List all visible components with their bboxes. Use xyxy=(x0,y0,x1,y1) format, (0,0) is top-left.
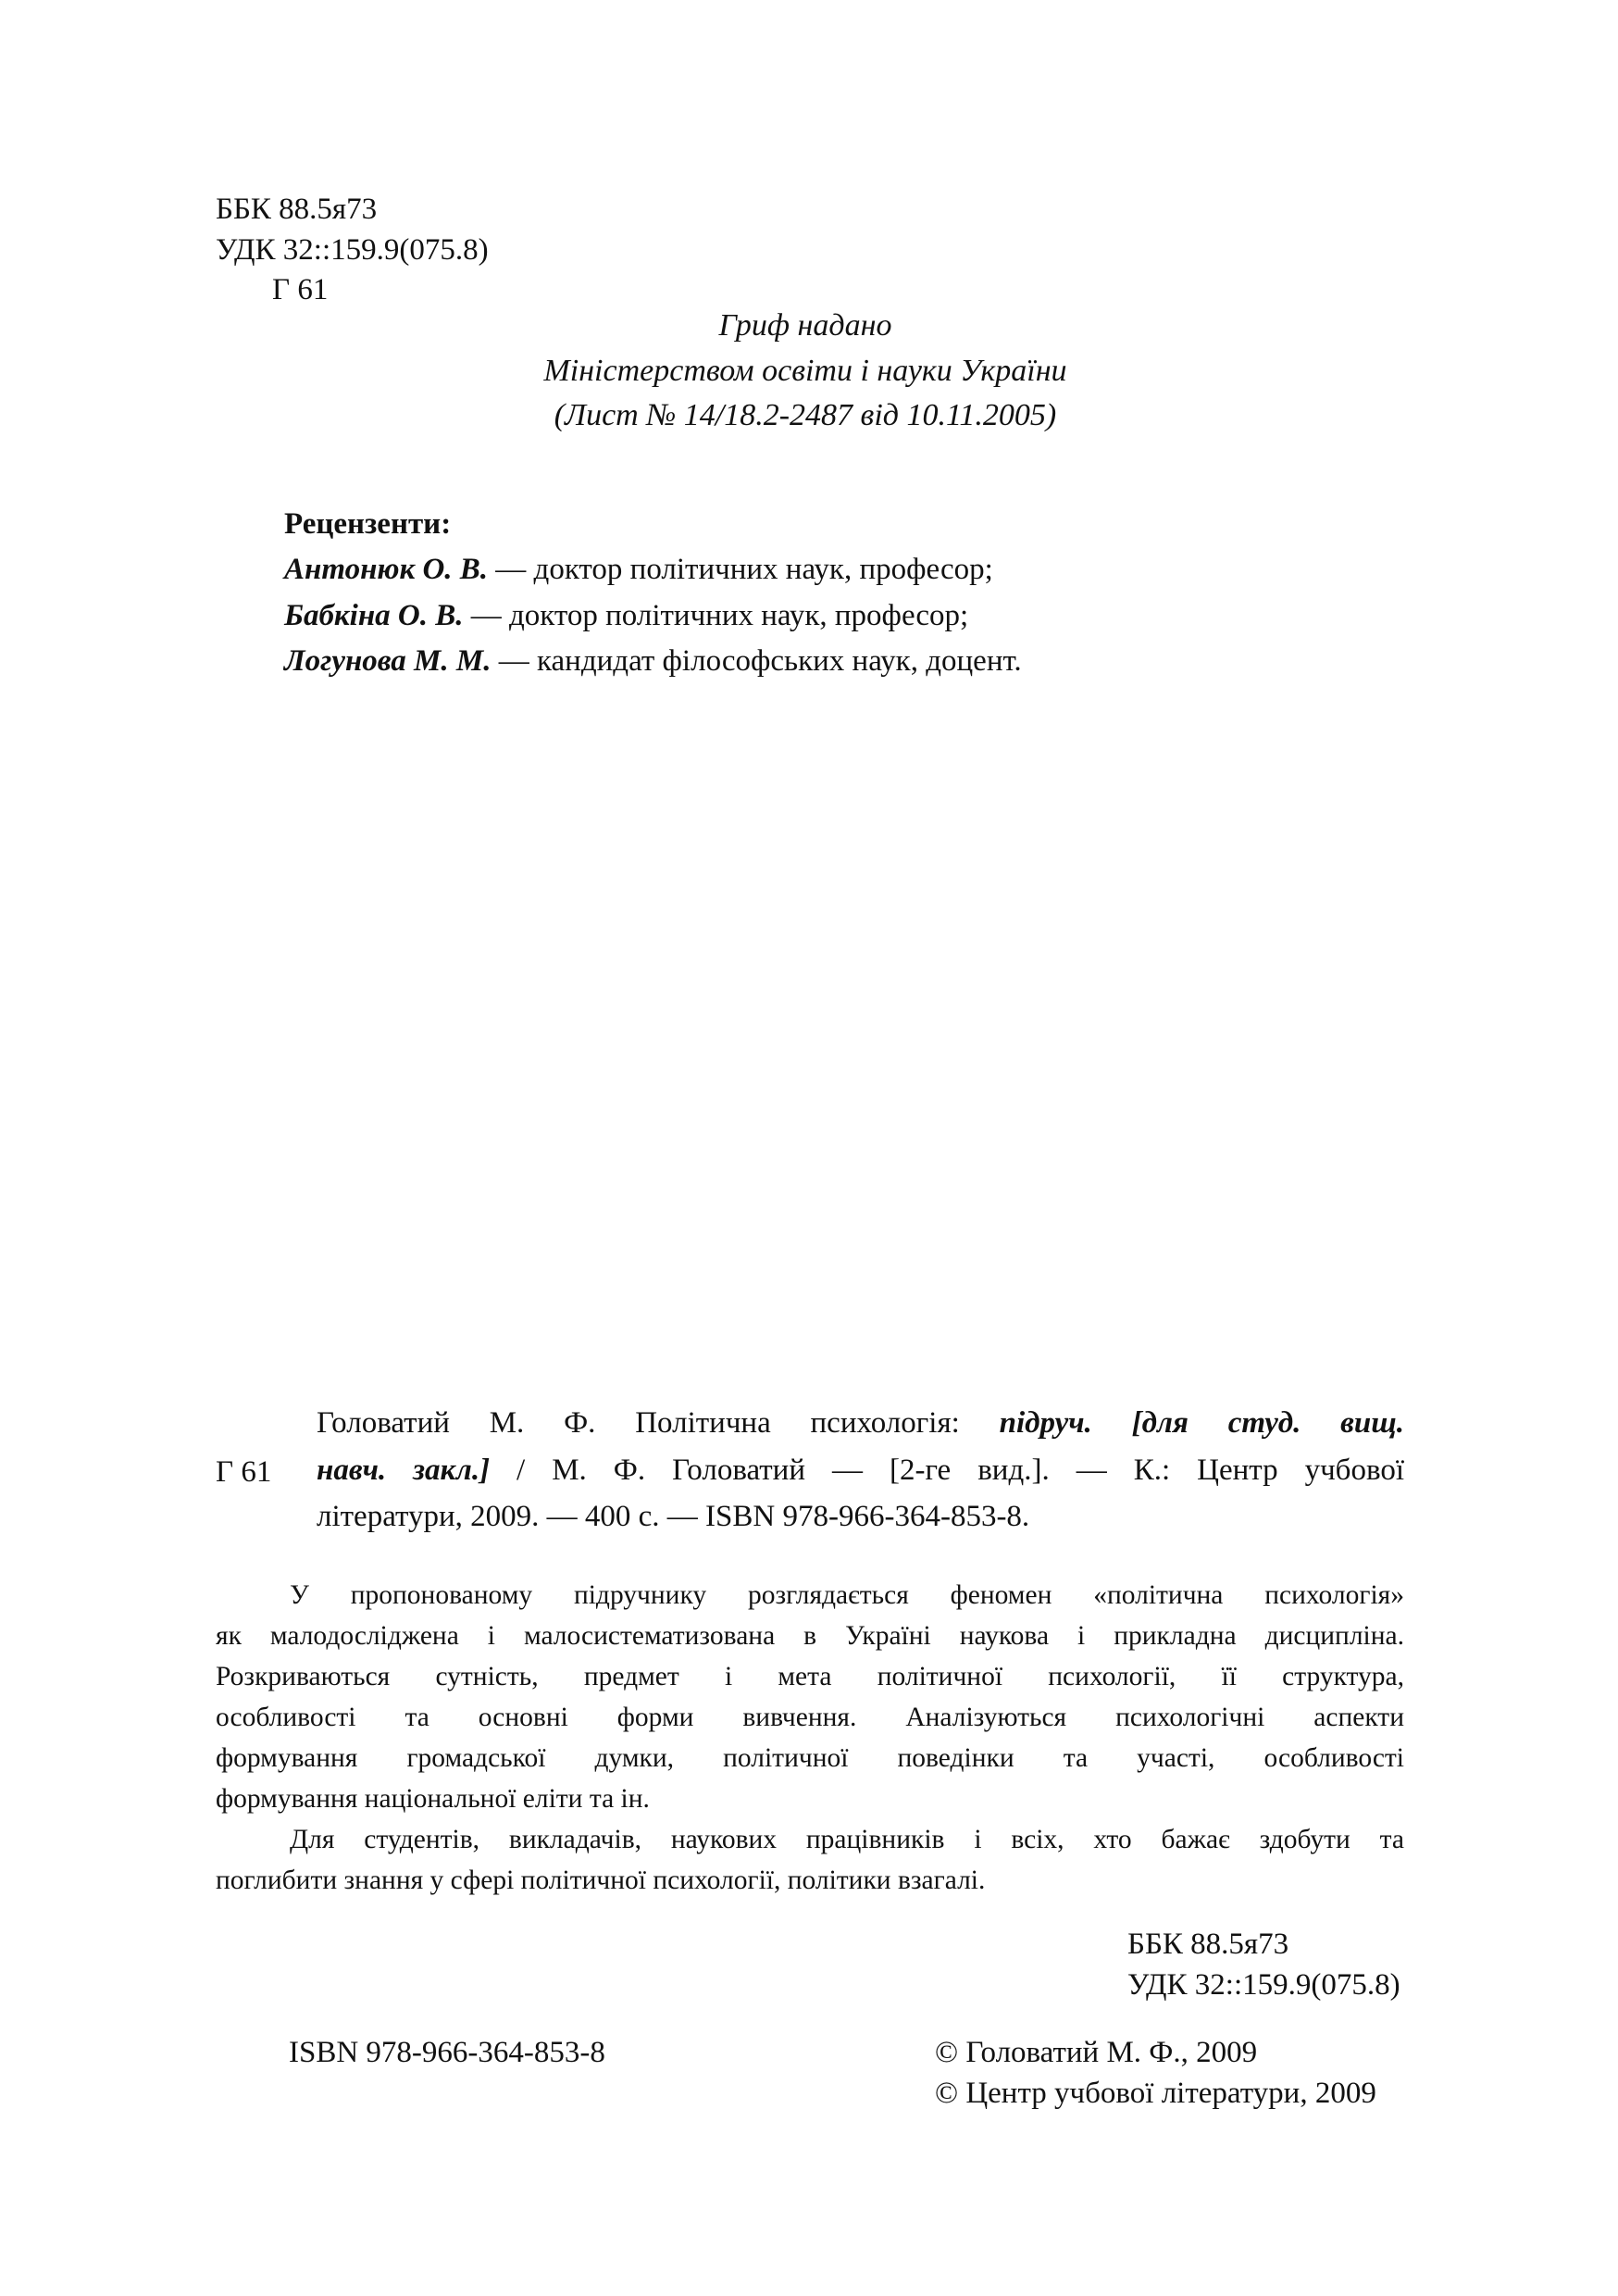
abstract-line: Розкриваються сутність, предмет і мета політичної психології, її структура, xyxy=(216,1662,1404,1691)
grif-line-3: (Лист № 14/18.2-2487 від 10.11.2005) xyxy=(554,398,1057,432)
abstract-line: особливості та основні форми вивчення. Аналізуються психологічні аспекти xyxy=(216,1703,1404,1732)
copyright-author: © Головатий М. Ф., 2009 xyxy=(935,2036,1258,2069)
bibliography-line-2 xyxy=(317,1452,1404,1489)
abstract-line: У пропонованому підручнику розглядається феномен «політична психологія» xyxy=(290,1580,1404,1610)
abstract-line: поглибити знання у сфері політичної психології, політики взагалі. xyxy=(216,1866,986,1895)
grif-line-2: Міністерством освіти і науки України xyxy=(543,354,1067,388)
abstract-line: формування національної еліти та ін. xyxy=(216,1784,650,1814)
bibliography-line-1 xyxy=(317,1404,1404,1441)
abstract-line: як малодосліджена і малосистематизована в Україні наукова і прикладна дисципліна. xyxy=(216,1621,1404,1651)
bibliography-publisher: / М. Ф. Головатий — [2-ге вид.]. — К.: Центр учбової xyxy=(490,1454,1404,1487)
udk-code-top: УДК 32::159.9(075.8) xyxy=(216,233,489,267)
reviewer-credentials: — доктор політичних наук, професор; xyxy=(488,553,993,586)
reviewer-item xyxy=(284,643,1022,680)
bibliography-author-mark: Г 61 xyxy=(216,1455,272,1489)
copyright-publisher: © Центр учбової літератури, 2009 xyxy=(935,2077,1376,2110)
reviewer-name: Логунова М. М. xyxy=(284,644,492,678)
bbk-code-bottom: ББК 88.5я73 xyxy=(1127,1928,1289,1961)
bibliography-title: Головатий М. Ф. Політична психологія: xyxy=(317,1406,1000,1440)
grif-line-1: Гриф надано xyxy=(718,308,892,343)
reviewers-title: Рецензенти: xyxy=(284,507,452,541)
reviewer-item xyxy=(284,597,968,634)
reviewer-name: Бабкіна О. В. xyxy=(284,599,464,632)
bibliography-line-3: літератури, 2009. — 400 с. — ISBN 978-966-364-853-8. xyxy=(317,1500,1030,1533)
abstract-line: формування громадської думки, політичної поведінки та участі, особливості xyxy=(216,1743,1404,1773)
bibliography-type: підруч. [для студ. вищ. xyxy=(999,1406,1404,1440)
bbk-code-top: ББК 88.5я73 xyxy=(216,193,378,226)
reviewer-credentials: — кандидат філософських наук, доцент. xyxy=(491,644,1022,678)
reviewer-credentials: — доктор політичних наук, професор; xyxy=(463,599,969,632)
author-mark-top: Г 61 xyxy=(272,273,329,306)
isbn: ISBN 978-966-364-853-8 xyxy=(289,2036,605,2069)
udk-code-bottom: УДК 32::159.9(075.8) xyxy=(1127,1968,1400,2002)
bibliography-type-cont: навч. закл.] xyxy=(317,1454,491,1487)
abstract-line: Для студентів, викладачів, наукових працівників і всіх, хто бажає здобути та xyxy=(290,1825,1404,1854)
reviewer-name: Антонюк О. В. xyxy=(284,553,489,586)
reviewer-item xyxy=(284,551,993,588)
